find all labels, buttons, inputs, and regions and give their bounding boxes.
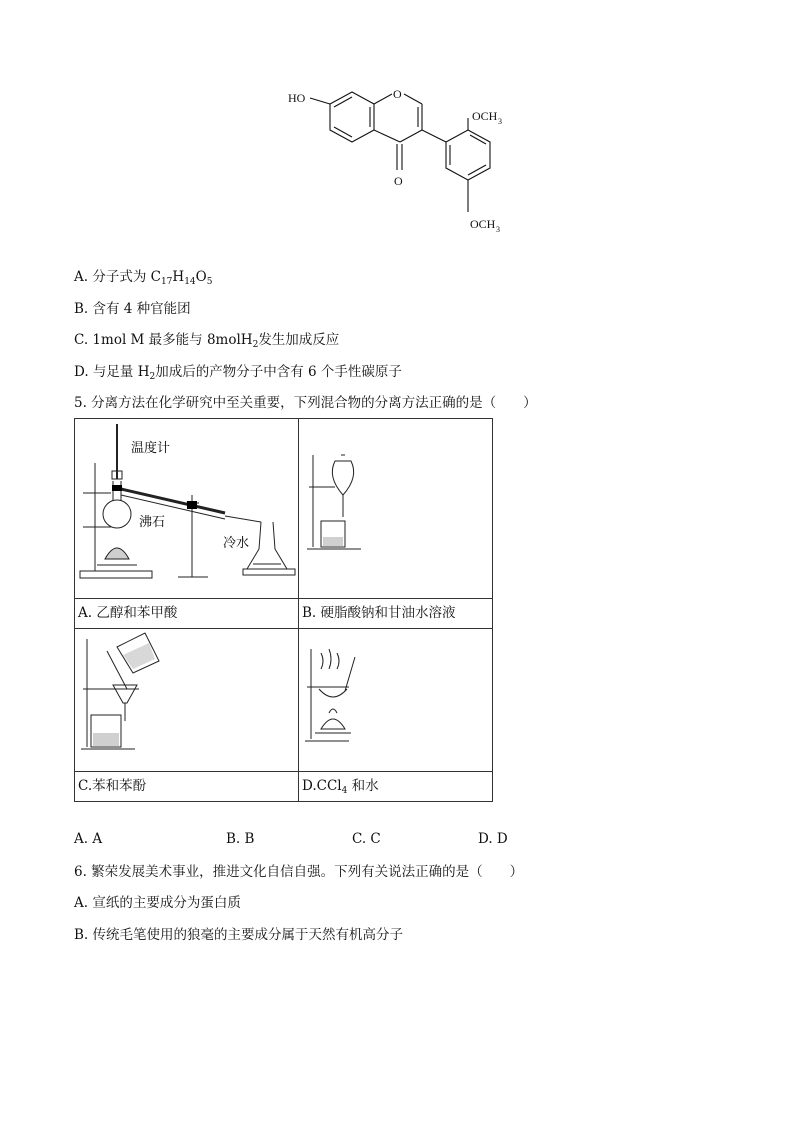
caption-c-cell bbox=[75, 772, 299, 802]
boiling-stone-label: 沸石 bbox=[139, 514, 166, 529]
caption-d: D.CCl$_4$ 和水 bbox=[302, 778, 379, 796]
svg-text:3: 3 bbox=[496, 225, 500, 234]
caption-a-cell bbox=[75, 599, 299, 629]
apparatus-table bbox=[74, 418, 493, 802]
ketone-oxygen-label: O bbox=[394, 174, 403, 188]
caption-b-cell bbox=[299, 599, 493, 629]
apparatus-evaporation bbox=[299, 629, 493, 772]
q5-answer-b: B. B bbox=[226, 831, 255, 847]
q5-answer-d: D. D bbox=[478, 831, 508, 847]
thermometer-label: 温度计 bbox=[131, 440, 171, 455]
distillation-diagram bbox=[75, 419, 298, 594]
q4-option-d: D. 与足量 $H_2$加成后的产物分子中含有 6 个手性碳原子 bbox=[74, 364, 402, 382]
methoxy-label-1: OCH bbox=[472, 109, 498, 123]
q6-stem: 6. 繁荣发展美术事业，推进文化自信自强。下列有关说法正确的是（ ） bbox=[74, 864, 524, 880]
q4-option-b: B. 含有 4 种官能团 bbox=[74, 301, 191, 317]
methoxy-label-2: OCH bbox=[470, 217, 496, 231]
filtration-diagram bbox=[75, 629, 298, 767]
svg-text:3: 3 bbox=[498, 117, 502, 126]
q5-answer-a: A. A bbox=[74, 831, 103, 847]
q5-stem: 5. 分离方法在化学研究中至关重要，下列混合物的分离方法正确的是（ ） bbox=[74, 395, 537, 411]
separatory-funnel-diagram bbox=[299, 419, 492, 594]
evaporation-diagram bbox=[299, 629, 492, 767]
molecule-structure bbox=[286, 84, 516, 240]
q5-answer-options bbox=[74, 831, 514, 851]
caption-b: B. 硬脂酸钠和甘油水溶液 bbox=[302, 605, 456, 621]
caption-a: A. 乙醇和苯甲酸 bbox=[78, 605, 178, 621]
ho-label: HO bbox=[288, 91, 306, 105]
q4-option-c: C. 1mol M 最多能与 8molH$_2$发生加成反应 bbox=[74, 332, 340, 350]
apparatus-distillation bbox=[75, 419, 299, 599]
q4-option-a: A. 分子式为 $C_{17}H_{14}O_5$ bbox=[74, 269, 213, 287]
ring-oxygen-label: O bbox=[393, 87, 402, 101]
caption-d-cell bbox=[299, 772, 493, 802]
cold-water-label: 冷水 bbox=[223, 535, 250, 550]
apparatus-filtration bbox=[75, 629, 299, 772]
apparatus-separatory-funnel bbox=[299, 419, 493, 599]
q6-option-a: A. 宣纸的主要成分为蛋白质 bbox=[74, 895, 241, 911]
q6-option-b: B. 传统毛笔使用的狼毫的主要成分属于天然有机高分子 bbox=[74, 927, 404, 943]
caption-c: C.苯和苯酚 bbox=[78, 778, 147, 794]
q5-answer-c: C. C bbox=[352, 831, 381, 847]
